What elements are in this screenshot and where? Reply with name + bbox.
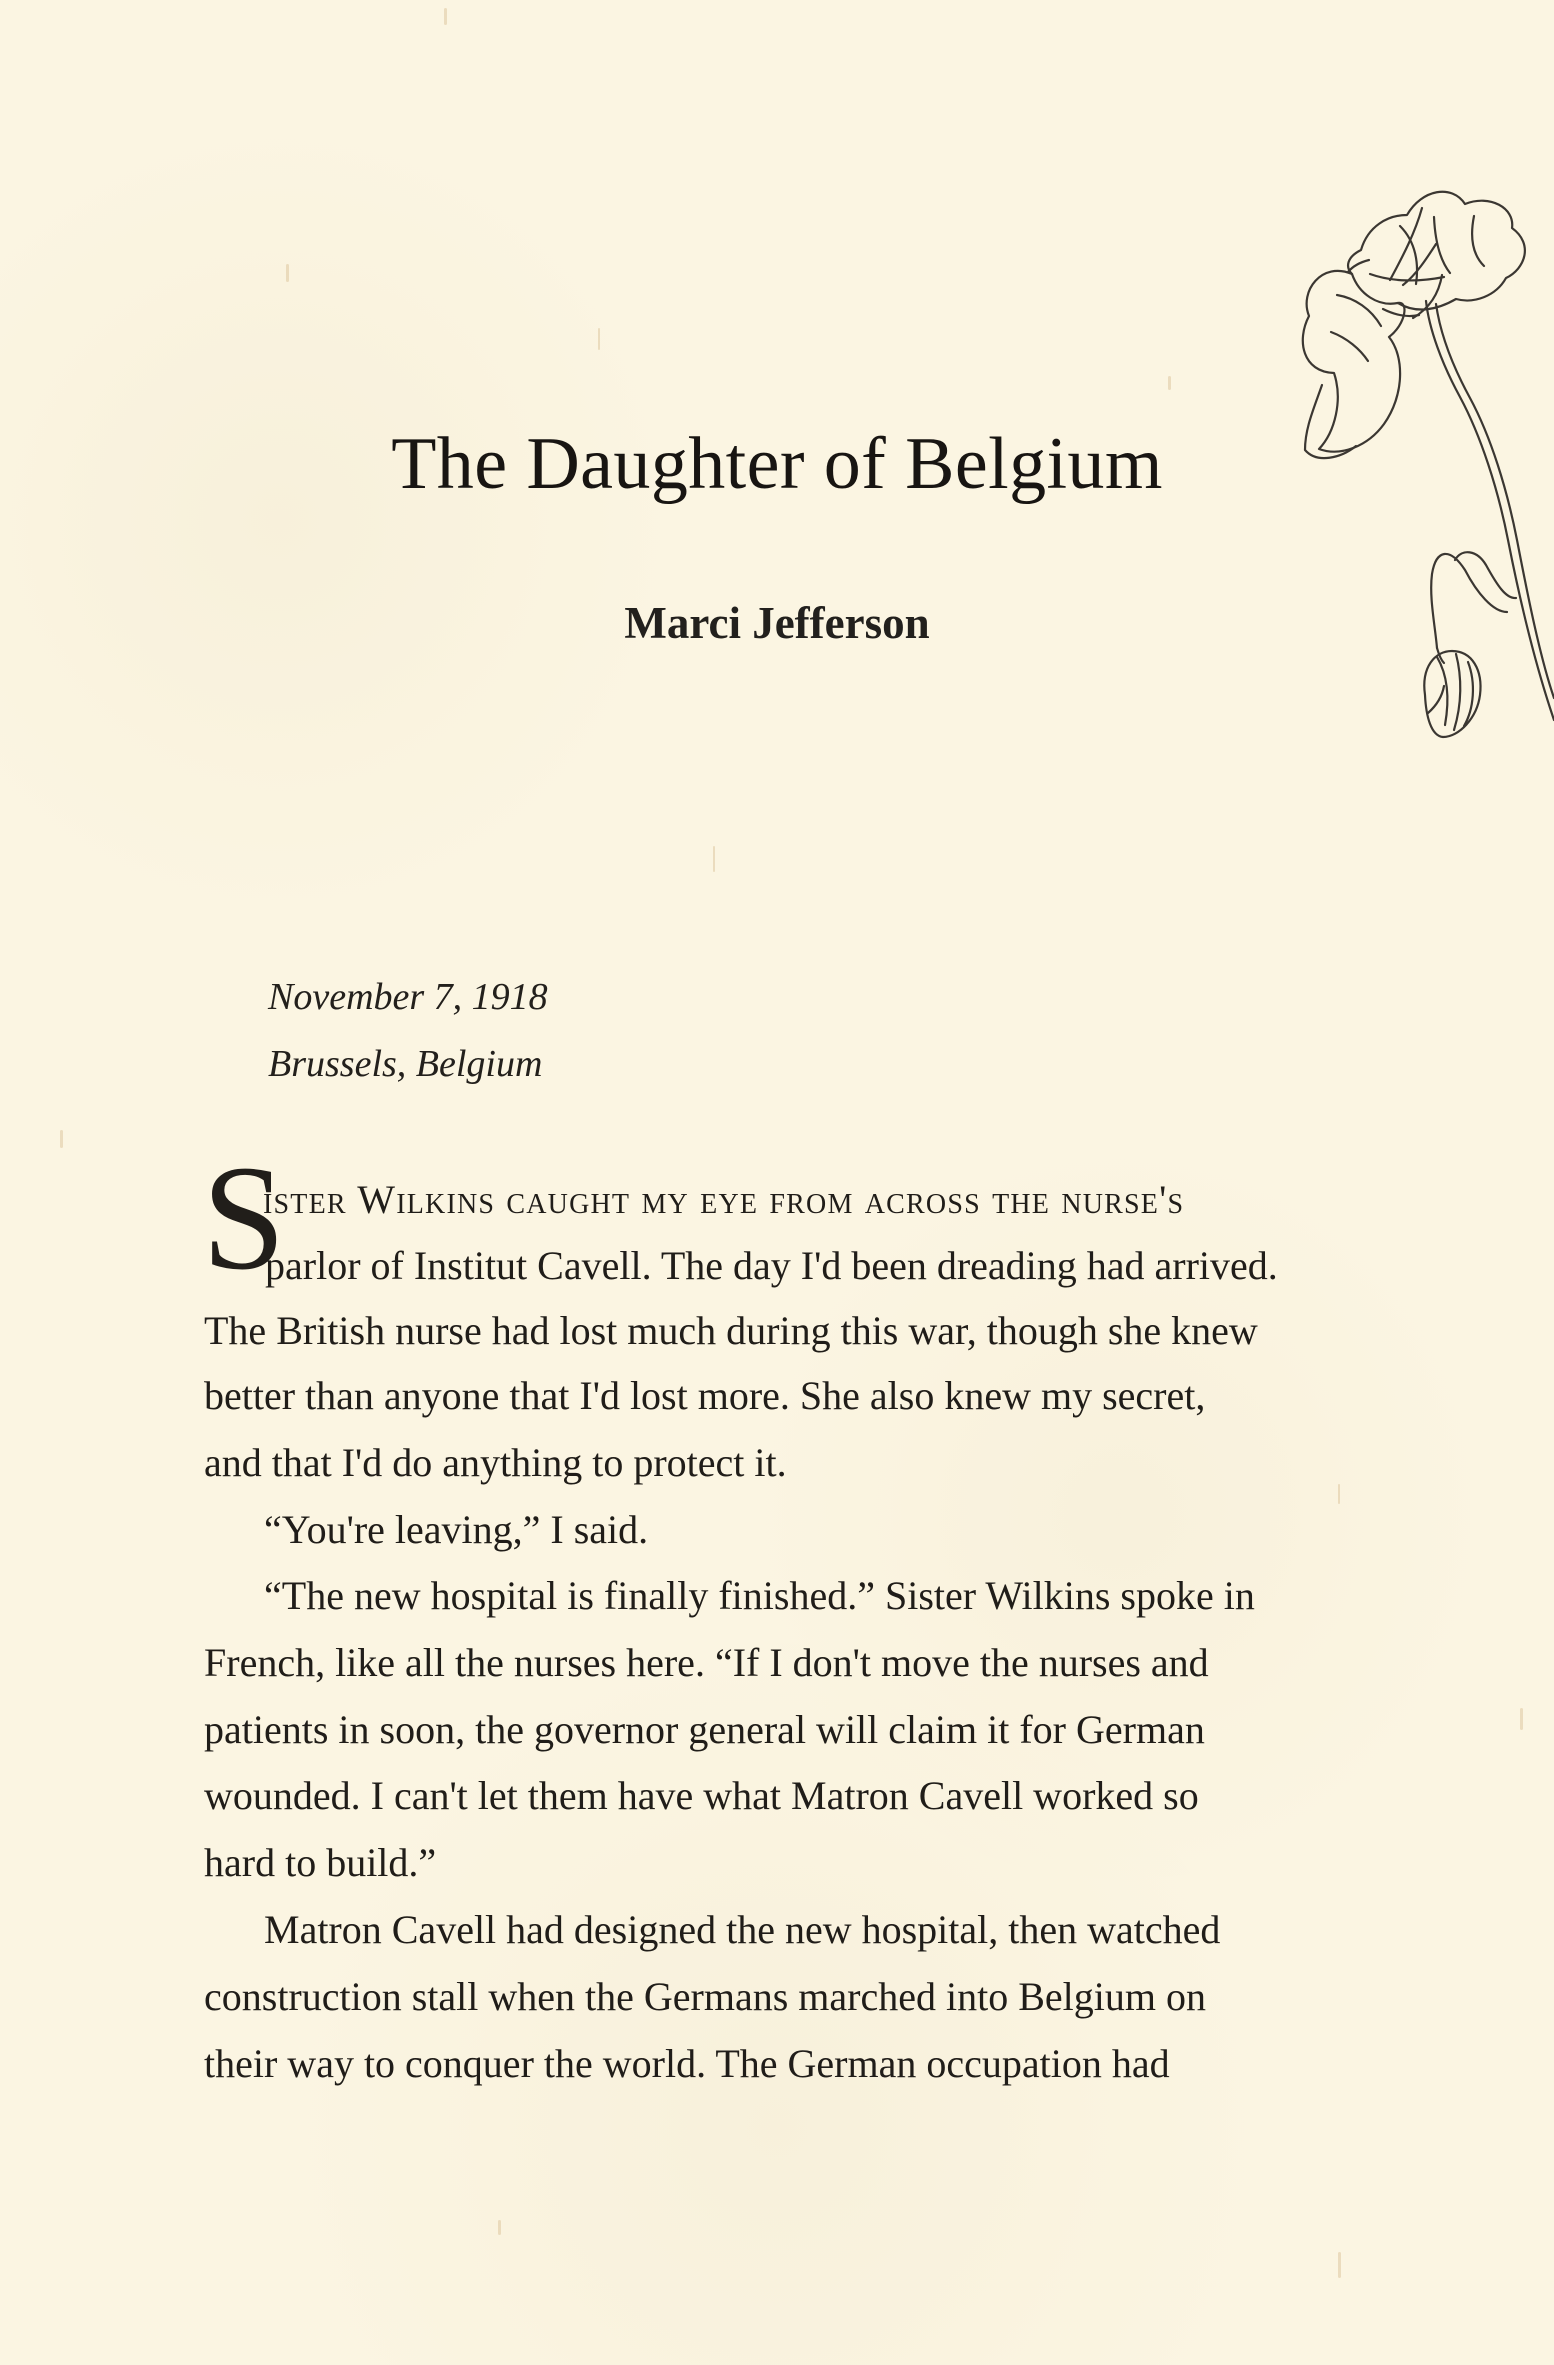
paper-speck [713,846,715,872]
story-line: better than anyone that I'd lost more. She also knew my secret, [204,1373,1206,1418]
drop-cap: S [202,1135,286,1301]
location-line: Brussels, Belgium [268,1043,543,1085]
story-line: French, like all the nurses here. “If I don't move the nurses and [204,1640,1209,1685]
story-line: “The new hospital is finally finished.” Sister Wilkins spoke in [264,1573,1255,1618]
story-line: construction stall when the Germans marched into Belgium on [204,1974,1206,2019]
paper-speck [1338,1484,1340,1504]
story-line: “You're leaving,” I said. [264,1507,649,1552]
paper-speck [498,2220,501,2235]
story-line: and that I'd do anything to protect it. [204,1440,787,1485]
story-line: Matron Cavell had designed the new hospital, then watched [264,1907,1221,1952]
paper-speck [598,328,600,350]
poppy-flower-illustration [1190,160,1554,920]
date-line: November 7, 1918 [268,976,548,1018]
story-line: The British nurse had lost much during this war, though she knew [204,1308,1258,1353]
paper-speck [444,8,447,25]
story-line: ister Wilkins caught my eye from across the nurse's [263,1177,1185,1222]
story-line: their way to conquer the world. The German occupation had [204,2041,1170,2086]
dateline [268,964,868,1098]
paper-speck [1338,2252,1341,2278]
story-line: wounded. I can't let them have what Matron Cavell worked so [204,1773,1199,1818]
author-name: Marci Jefferson [624,598,930,648]
paper-speck [60,1130,63,1148]
story-line: parlor of Institut Cavell. The day I'd been dreading had arrived. [265,1243,1278,1288]
book-title: The Daughter of Belgium [391,423,1163,505]
paper-speck [1168,376,1171,390]
story-line: hard to build.” [204,1840,437,1885]
paper-speck [1520,1708,1523,1730]
story-line: patients in soon, the governor general will claim it for German [204,1707,1205,1752]
paper-speck [286,264,289,282]
